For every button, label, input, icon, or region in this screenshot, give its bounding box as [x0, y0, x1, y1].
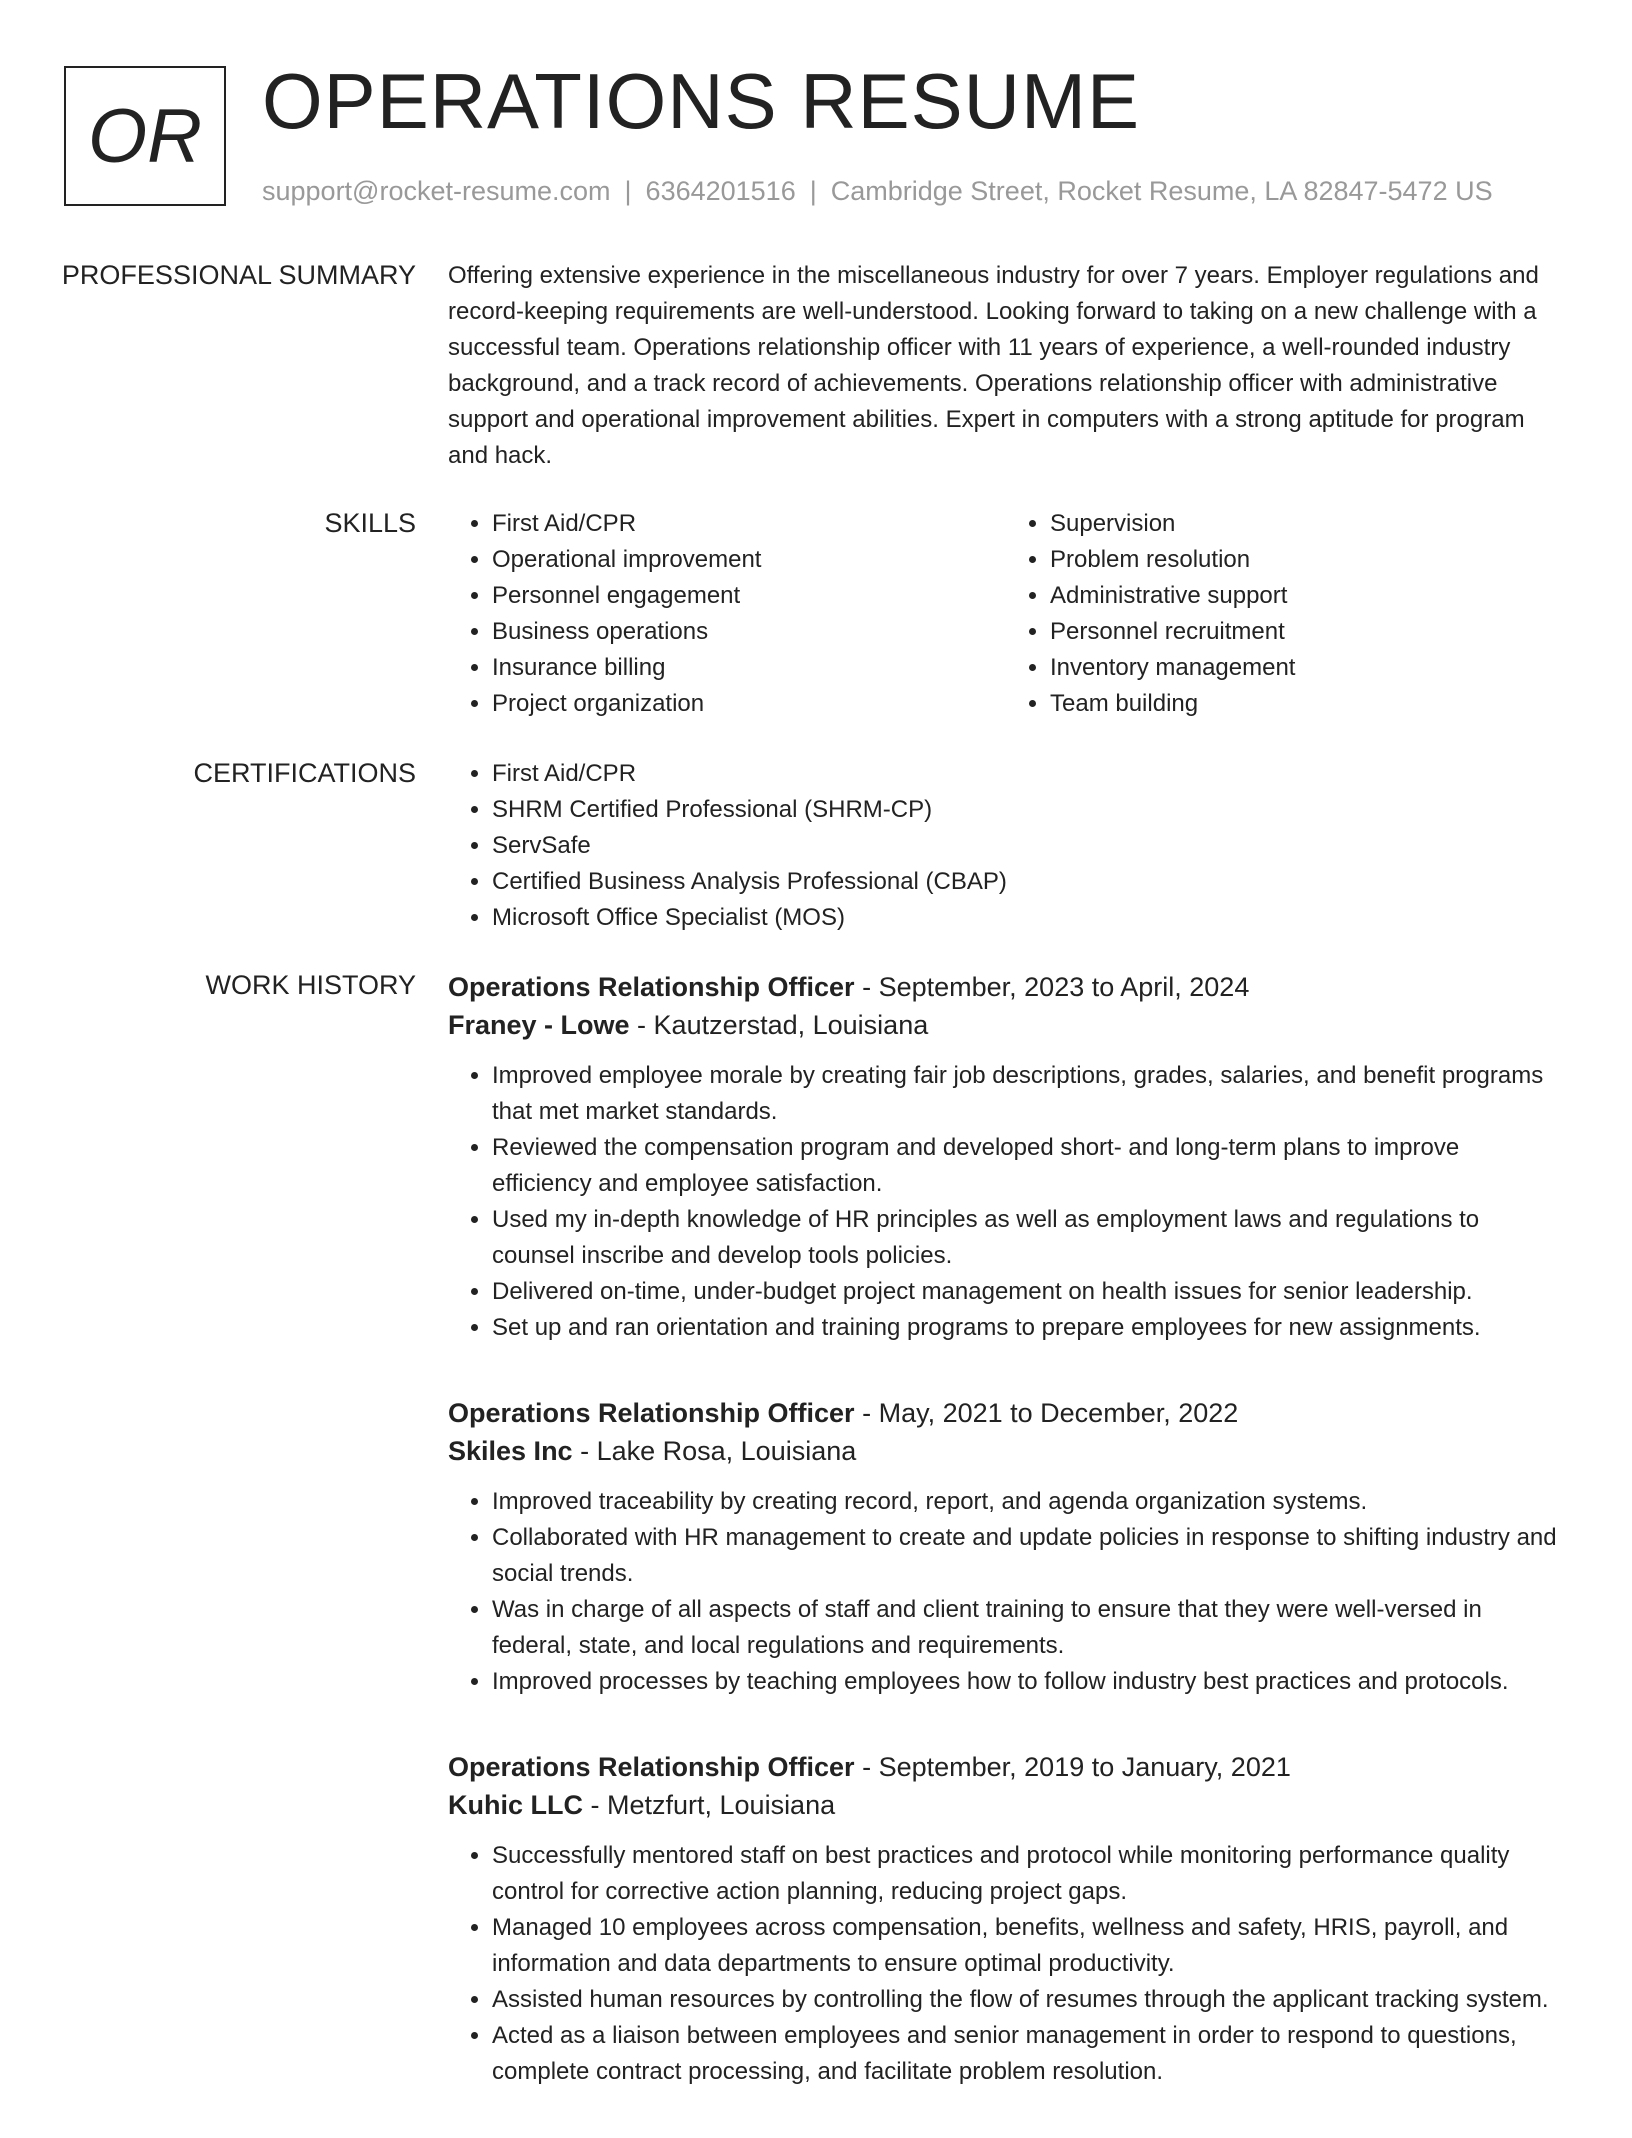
- email: support@rocket-resume.com: [262, 176, 611, 206]
- list-item: • Successfully mentored staff on best practices and protocol while monitoring performance quality control for corrective action planning, reducing project gaps.: [492, 1838, 1564, 1910]
- job-bullets: [448, 1838, 1564, 2090]
- list-item: • Improved traceability by creating record, report, and agenda organization systems.: [492, 1484, 1564, 1520]
- monogram: OR: [64, 66, 226, 206]
- list-item: • Was in charge of all aspects of staff and client training to ensure that they were well-versed in federal, state, and local regulations and requirements.: [492, 1592, 1564, 1664]
- list-item: • Team building: [1050, 686, 1564, 722]
- summary-content: [448, 258, 1564, 474]
- skills-list-right: [1006, 506, 1564, 722]
- skills-list-left: [448, 506, 1006, 722]
- list-item: • Reviewed the compensation program and developed short- and long-term plans to improve efficiency and employee satisfaction.: [492, 1130, 1564, 1202]
- list-item: • Supervision: [1050, 506, 1564, 542]
- list-item: • Collaborated with HR management to create and update policies in response to shifting industry and social trends.: [492, 1520, 1564, 1592]
- job-dates: - September, 2023 to April, 2024: [854, 972, 1250, 1002]
- list-item: • Personnel engagement: [492, 578, 1006, 614]
- job-entry: [448, 1748, 1564, 2090]
- list-item: • Inventory management: [1050, 650, 1564, 686]
- company: Franey - Lowe: [448, 1010, 630, 1040]
- list-item: • Improved employee morale by creating fair job descriptions, grades, salaries, and benefit programs that met market standards.: [492, 1058, 1564, 1130]
- list-item: • Improved processes by teaching employees how to follow industry best practices and protocols.: [492, 1664, 1564, 1700]
- list-item: • SHRM Certified Professional (SHRM-CP): [492, 792, 1564, 828]
- separator: |: [809, 176, 817, 206]
- list-item: • Set up and ran orientation and training programs to prepare employees for new assignments.: [492, 1310, 1564, 1346]
- job-title: Operations Relationship Officer: [448, 1752, 855, 1782]
- job-title-line: [448, 1394, 1564, 1432]
- section-label: WORK HISTORY: [205, 970, 416, 1000]
- certifications-list: [448, 756, 1564, 936]
- list-item: • Microsoft Office Specialist (MOS): [492, 900, 1564, 936]
- list-item: • First Aid/CPR: [492, 506, 1006, 542]
- list-item: • Used my in-depth knowledge of HR principles as well as employment laws and regulations to counsel inscribe and develop tools policies.: [492, 1202, 1564, 1274]
- section-label: CERTIFICATIONS: [193, 758, 416, 788]
- job-title-line: [448, 968, 1564, 1006]
- employer-line: [448, 1786, 1564, 1824]
- location: - Kautzerstad, Louisiana: [629, 1010, 929, 1040]
- list-item: • Managed 10 employees across compensation, benefits, wellness and safety, HRIS, payroll, and information and data departments to ensure optimal productivity.: [492, 1910, 1564, 1982]
- list-item: • Administrative support: [1050, 578, 1564, 614]
- employer-line: [448, 1432, 1564, 1470]
- job-dates: - May, 2021 to December, 2022: [854, 1398, 1239, 1428]
- separator: |: [624, 176, 632, 206]
- certifications-content: [448, 756, 1564, 936]
- list-item: • Acted as a liaison between employees and senior management in order to respond to questions, complete contract processing, and facilitate problem resolution.: [492, 2018, 1564, 2090]
- job-bullets: [448, 1058, 1564, 1346]
- skills-content: [448, 506, 1564, 722]
- job-title-line: [448, 1748, 1564, 1786]
- location: - Metzfurt, Louisiana: [583, 1790, 836, 1820]
- list-item: • Personnel recruitment: [1050, 614, 1564, 650]
- job-title: Operations Relationship Officer: [448, 972, 855, 1002]
- job-title: Operations Relationship Officer: [448, 1398, 855, 1428]
- resume-title: OPERATIONS RESUME: [262, 57, 1141, 145]
- section-label: SKILLS: [324, 508, 416, 538]
- company: Skiles Inc: [448, 1436, 573, 1466]
- list-item: • First Aid/CPR: [492, 756, 1564, 792]
- list-item: • Business operations: [492, 614, 1006, 650]
- list-item: • Assisted human resources by controlling the flow of resumes through the applicant tracking system.: [492, 1982, 1564, 2018]
- work-history-content: [448, 968, 1564, 2138]
- list-item: • Delivered on-time, under-budget project management on health issues for senior leadership.: [492, 1274, 1564, 1310]
- list-item: • ServSafe: [492, 828, 1564, 864]
- list-item: • Project organization: [492, 686, 1006, 722]
- location: - Lake Rosa, Louisiana: [572, 1436, 857, 1466]
- list-item: • Problem resolution: [1050, 542, 1564, 578]
- summary-text: Offering extensive experience in the miscellaneous industry for over 7 years. Employer regulations and record-keeping requirements are well-understood. Looking forward to taking on a new challenge with a successful team. Operations relationship officer with 11 years of experience, a well-rounded industry background, and a track record of achievements. Operations relationship officer with administrative support and operational improvement abilities. Expert in computers with a strong aptitude for program and hack.: [448, 262, 1539, 469]
- employer-line: [448, 1006, 1564, 1044]
- list-item: • Certified Business Analysis Professional (CBAP): [492, 864, 1564, 900]
- job-entry: [448, 968, 1564, 1346]
- job-bullets: [448, 1484, 1564, 1700]
- list-item: • Insurance billing: [492, 650, 1006, 686]
- list-item: • Operational improvement: [492, 542, 1006, 578]
- address: Cambridge Street, Rocket Resume, LA 82847-5472 US: [830, 176, 1493, 206]
- job-dates: - September, 2019 to January, 2021: [854, 1752, 1291, 1782]
- phone: 6364201516: [645, 176, 796, 206]
- job-entry: [448, 1394, 1564, 1700]
- section-label: PROFESSIONAL SUMMARY: [61, 260, 416, 290]
- company: Kuhic LLC: [448, 1790, 583, 1820]
- contact-line: [262, 174, 1493, 208]
